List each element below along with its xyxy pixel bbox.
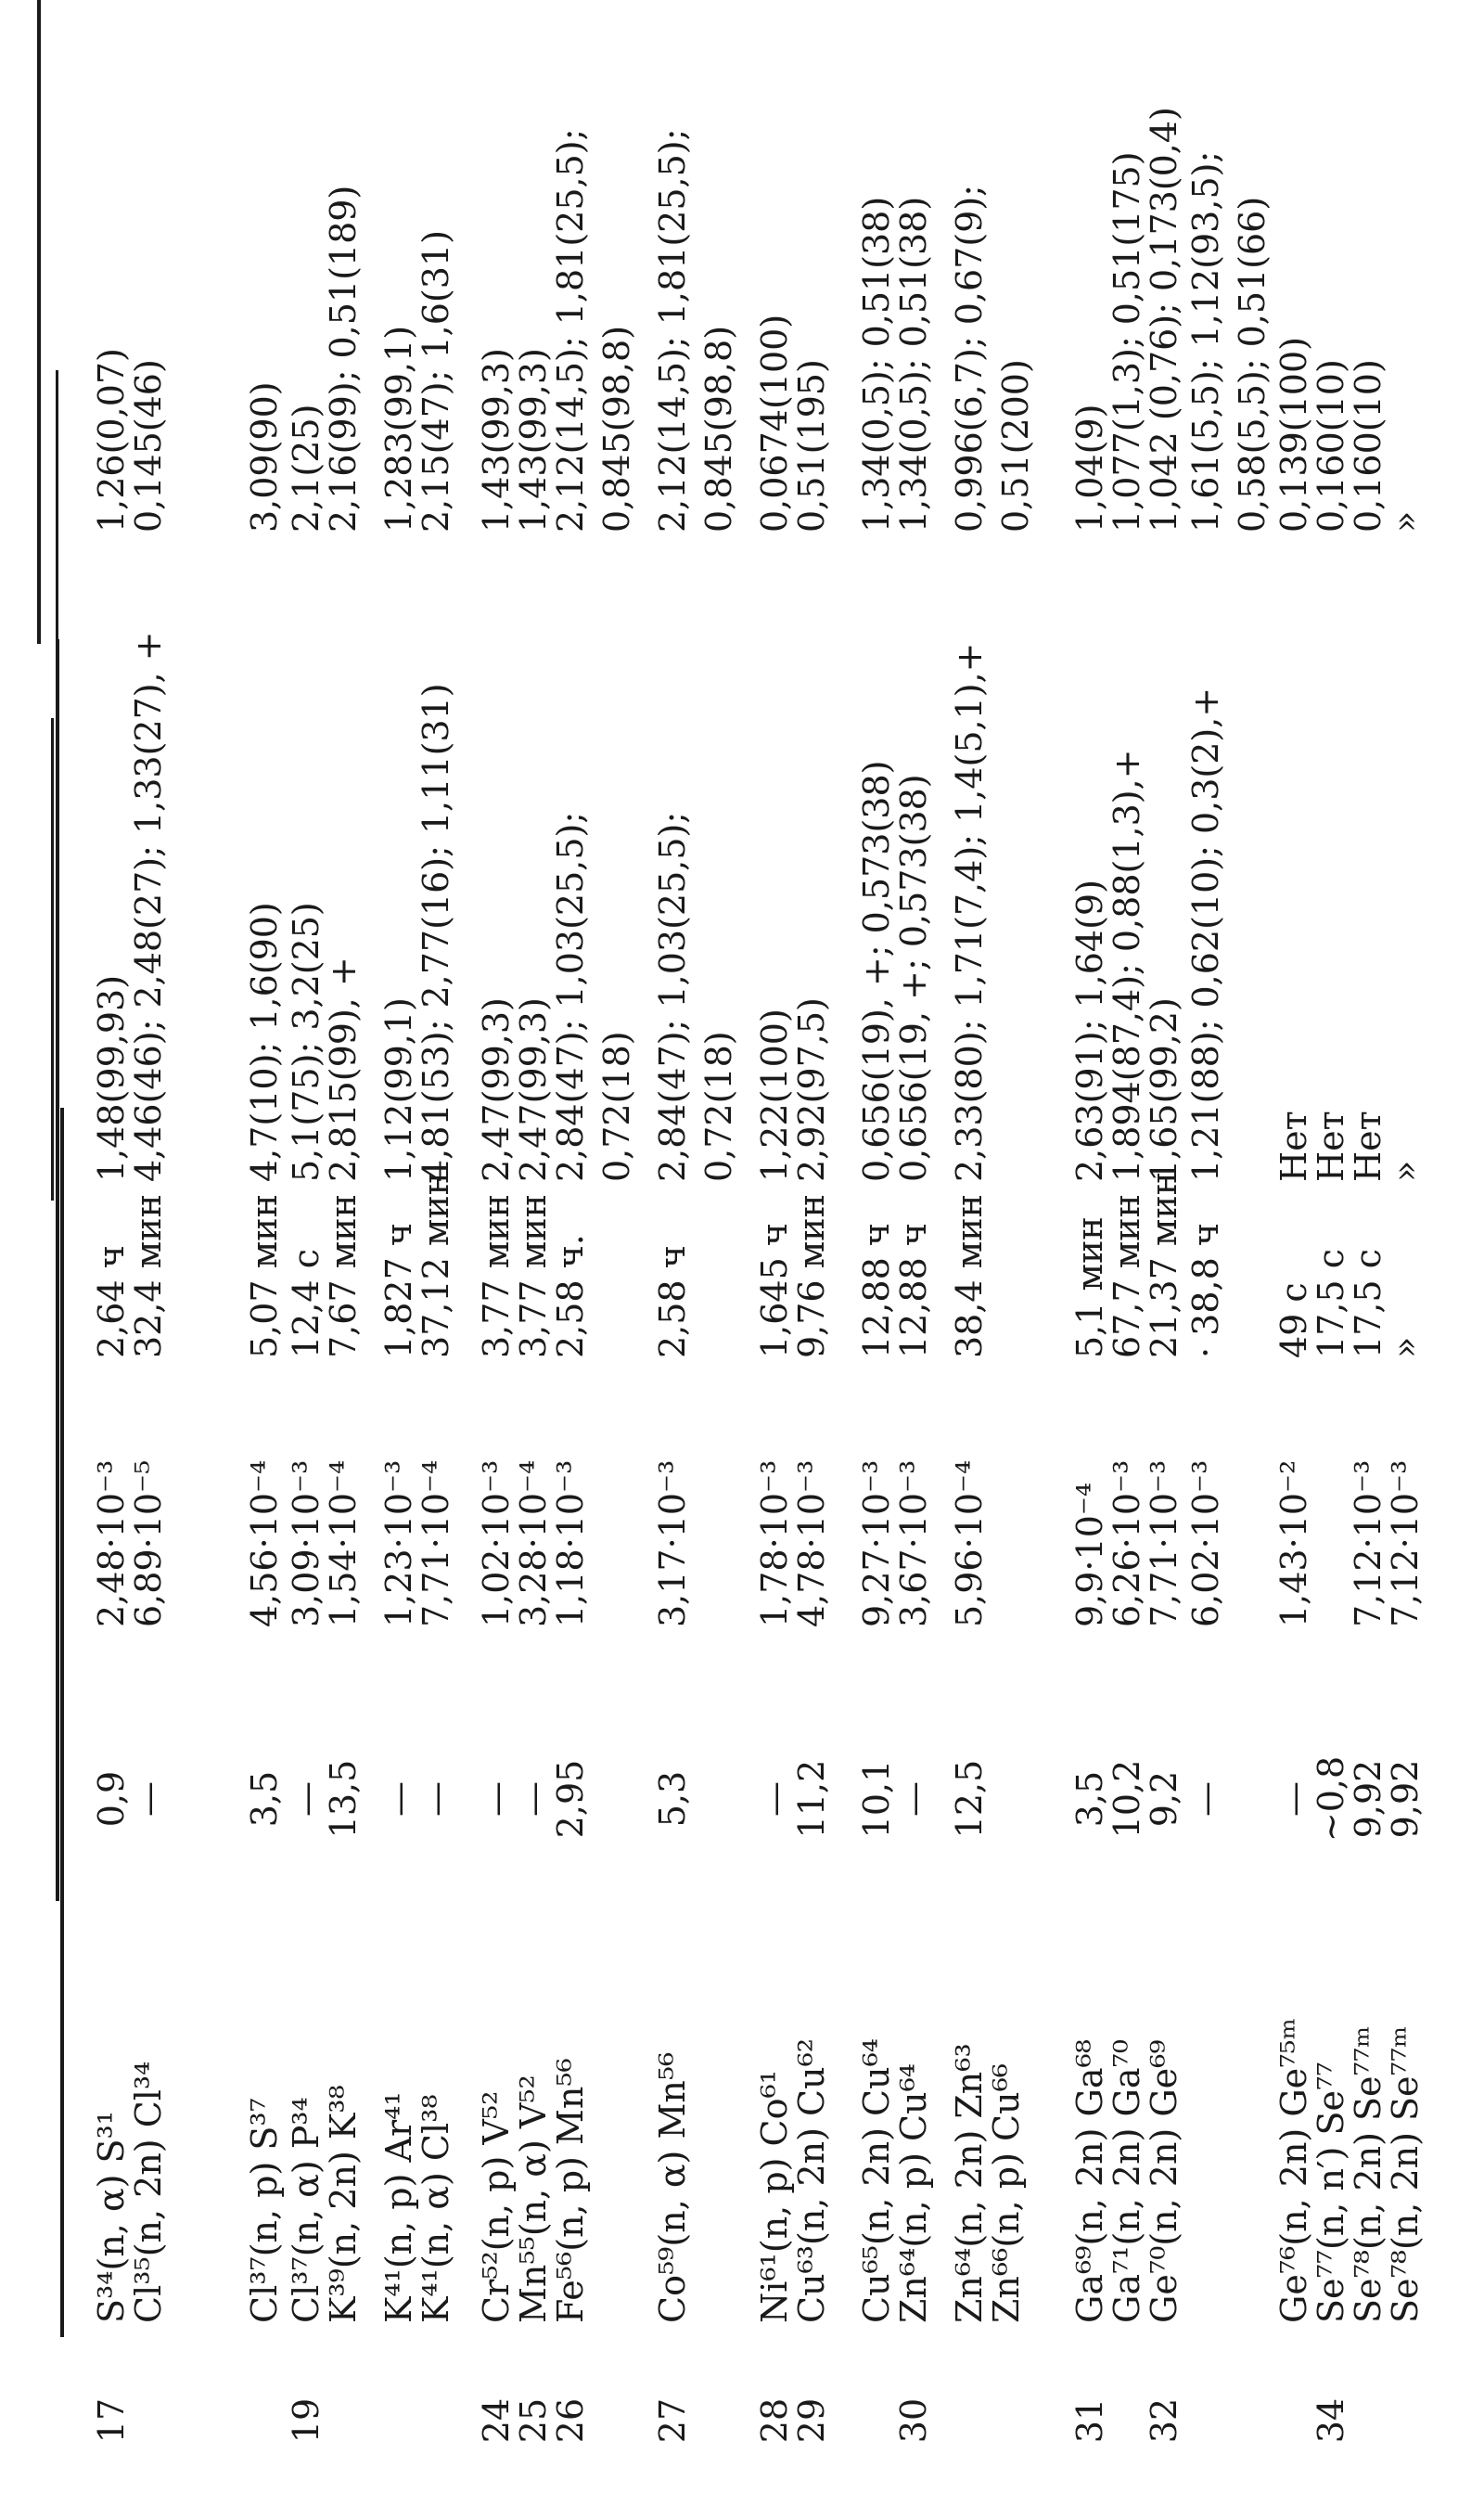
- gamma-energies-line: 1,283(99,1): [378, 325, 419, 533]
- reaction: Ge⁷⁶(n, 2n) Ge⁷⁵ᵐ: [1273, 2018, 1314, 2323]
- half-life: 3,77 мин: [513, 1194, 554, 1358]
- beta-energies: [413, 683, 459, 1182]
- half-life: · 38,8 ч: [1185, 1223, 1226, 1358]
- half-life: 49 с: [1273, 1282, 1314, 1358]
- threshold-energy: 9,92: [1348, 1759, 1388, 1839]
- reaction: Mn⁵⁵(n, α) V⁵²: [513, 2075, 554, 2323]
- cross-section: 9,27·10⁻³: [856, 1459, 897, 1627]
- gamma-energies: [1141, 107, 1187, 533]
- row-number: 19: [286, 2397, 326, 2444]
- gamma-energies-line: 1,04(9): [1069, 404, 1110, 533]
- gamma-energies-line: 0,58(5,5); 0,51(66): [1232, 196, 1273, 533]
- half-life: 38,4 мин: [949, 1194, 990, 1358]
- beta-energies-line: 4,7(10); 1,6(90): [244, 902, 285, 1182]
- cross-section: 7,12·10⁻³: [1385, 1459, 1426, 1627]
- half-life: 17,5 с: [1348, 1249, 1388, 1358]
- threshold-energy: 10,2: [1107, 1759, 1147, 1839]
- reaction: Fe⁵⁶(n, p) Mn⁵⁶: [550, 2058, 591, 2323]
- half-life: 1,827 ч: [378, 1223, 419, 1358]
- beta-energies-line: 2,63(91); 1,64(9): [1069, 880, 1110, 1182]
- gamma-energies-line: 2,12(14,5); 1,81(25,5);: [550, 128, 591, 533]
- gamma-energies-line: 0,51(200): [995, 359, 1036, 533]
- threshold-energy: —: [286, 1781, 326, 1817]
- threshold-energy: 9,2: [1144, 1770, 1184, 1828]
- reaction: Co⁵⁹(n, α) Mn⁵⁶: [652, 2051, 693, 2323]
- cross-section: 3,09·10⁻³: [286, 1459, 326, 1627]
- gamma-energies: [1345, 359, 1391, 533]
- threshold-energy: 13,5: [323, 1759, 364, 1839]
- half-life: 17,5 с: [1311, 1249, 1351, 1358]
- reaction: Se⁷⁸(n, 2n) Se⁷⁷ᵐ: [1348, 2025, 1388, 2323]
- half-life: 2,58 ч: [652, 1245, 693, 1358]
- beta-energies-line: 2,33(80); 1,71(7,4); 1,4(5,1),+: [949, 642, 990, 1182]
- beta-energies-line: 1,65(99,2): [1144, 997, 1184, 1182]
- beta-energies-line: 0,72(18): [698, 1031, 739, 1182]
- gamma-energies: [649, 129, 742, 533]
- reaction: K⁴¹(n, α) Cl³⁸: [416, 2094, 456, 2323]
- gamma-energies-line: 2,12(14,5); 1,81(25,5);: [652, 128, 693, 533]
- reaction: Cu⁶⁵(n, 2n) Cu⁶⁴: [856, 2037, 897, 2323]
- row-number: 32: [1144, 2397, 1184, 2444]
- gamma-energies-line: 1,43(99,3): [513, 348, 554, 533]
- gamma-energies-line: 2,16(99); 0,51(189): [323, 185, 364, 533]
- threshold-energy: 3,5: [244, 1770, 285, 1828]
- cross-section: 7,71·10⁻³: [1144, 1459, 1184, 1627]
- gamma-energies-line: 1,43(99,3): [476, 348, 517, 533]
- gamma-energies-line: 0,0674(100): [754, 314, 795, 533]
- beta-energies-line: 2,84(47); 1,03(25,5);: [652, 811, 693, 1182]
- half-life: 67,7 мин: [1107, 1194, 1147, 1358]
- half-life: 2,58 ч.: [550, 1234, 591, 1358]
- beta-energies-line: 4,46(46); 2,48(27); 1,33(27), +: [128, 631, 169, 1182]
- beta-energies-line: 0,656(19, +; 0,573(38): [893, 774, 934, 1182]
- threshold-energy: —: [476, 1781, 517, 1817]
- gamma-energies-line: 2,1(25): [286, 404, 326, 533]
- reaction: K⁴¹(n, p) Ar⁴¹: [378, 2091, 419, 2323]
- column-divider-5: [51, 718, 54, 1201]
- half-life: »: [1385, 1336, 1426, 1358]
- gamma-energies-line: »: [1385, 510, 1426, 533]
- half-life: 3,77 мин: [476, 1194, 517, 1358]
- gamma-energies: [1183, 151, 1275, 533]
- row-number: 26: [550, 2397, 591, 2444]
- threshold-energy: 3,5: [1069, 1770, 1110, 1828]
- beta-energies: [890, 774, 937, 1182]
- threshold-energy: ~0,8: [1311, 1755, 1351, 1843]
- beta-energies-line: 5,1(75); 3,2(25): [286, 902, 326, 1182]
- reaction: Cl³⁷(n, α) P³⁴: [286, 2097, 326, 2323]
- cross-section: 4,78·10⁻³: [791, 1459, 832, 1627]
- cross-section: 3,28·10⁻⁴: [513, 1459, 554, 1627]
- cross-section: 1,02·10⁻³: [476, 1459, 517, 1627]
- cross-section: 1,54·10⁻⁴: [323, 1459, 364, 1627]
- threshold-energy: 10,1: [856, 1759, 897, 1839]
- gamma-energies-line: 1,34(0,5); 0,51(38): [856, 196, 897, 533]
- cross-section: 3,67·10⁻³: [893, 1459, 934, 1627]
- threshold-energy: 0,9: [91, 1770, 132, 1828]
- beta-energies-line: 1,22(100): [754, 1008, 795, 1182]
- row-number: 24: [476, 2397, 517, 2444]
- reaction: Cu⁶³(n, 2n) Cu⁶²: [791, 2037, 832, 2323]
- half-life: 7,67 мин: [323, 1194, 364, 1358]
- beta-energies-line: 2,47(99,3): [513, 997, 554, 1182]
- beta-energies-line: Нет: [1348, 1111, 1388, 1182]
- cross-section: 7,12·10⁻³: [1348, 1459, 1388, 1627]
- half-life: 2,64 ч: [91, 1245, 132, 1358]
- reaction: Cl³⁵(n, 2n) Cl³⁴: [128, 2061, 169, 2323]
- threshold-energy: —: [754, 1781, 795, 1817]
- beta-energies: [1183, 687, 1229, 1182]
- beta-energies: [547, 812, 640, 1182]
- reaction: Ga⁷¹(n, 2n) Ga⁷⁰: [1107, 2039, 1147, 2323]
- reaction: Ni⁶¹(n, p) Co⁶¹: [754, 2070, 795, 2323]
- reaction: S³⁴(n, α) S³¹: [91, 2110, 132, 2323]
- cross-section: 1,43·10⁻²: [1273, 1459, 1314, 1627]
- threshold-energy: 2,95: [550, 1759, 591, 1839]
- threshold-energy: —: [378, 1781, 419, 1817]
- cross-section: 6,89·10⁻⁵: [128, 1459, 169, 1627]
- row-number: 25: [513, 2397, 554, 2444]
- threshold-energy: 5,3: [652, 1770, 693, 1828]
- gamma-energies-line: 0,139(100): [1273, 337, 1314, 533]
- threshold-energy: 9,92: [1385, 1759, 1426, 1839]
- half-life: 12,88 ч: [856, 1223, 897, 1358]
- threshold-energy: —: [128, 1781, 169, 1817]
- cross-section: 1,23·10⁻³: [378, 1459, 419, 1627]
- reaction: Cr⁵²(n, p) V⁵²: [476, 2090, 517, 2323]
- beta-energies-line: 0,72(18): [596, 1031, 637, 1182]
- reaction: Zn⁶⁶(n, p) Cu⁶⁶: [986, 2062, 1027, 2323]
- gamma-energies: [890, 197, 937, 533]
- threshold-energy: —: [1185, 1781, 1226, 1817]
- row-number: 34: [1311, 2397, 1351, 2444]
- gamma-energies-line: 0,845(98,8): [698, 325, 739, 533]
- gamma-energies: [413, 230, 459, 533]
- gamma-energies-line: 1,26(0,07): [91, 348, 132, 533]
- cross-section: 9,9·10⁻⁴: [1069, 1482, 1110, 1627]
- gamma-energies-line: 1,077(1,3); 0,51(175): [1107, 151, 1147, 533]
- half-life: 12,88 ч: [893, 1223, 934, 1358]
- half-life: 5,1 мин: [1069, 1216, 1110, 1358]
- column-divider-4: [56, 992, 58, 1400]
- gamma-energies-line: 0,51(195): [791, 359, 832, 533]
- cross-section: 1,78·10⁻³: [754, 1459, 795, 1627]
- reaction: Ga⁶⁹(n, 2n) Ga⁶⁸: [1069, 2039, 1110, 2323]
- beta-energies-line: 4,81(53); 2,77(16); 1,11(31): [416, 683, 456, 1182]
- row-number: 31: [1069, 2397, 1110, 2444]
- beta-energies-line: 1,894(87,4); 0,88(1,3),+: [1107, 749, 1147, 1182]
- gamma-energies-line: 1,34(0,5); 0,51(38): [893, 196, 934, 533]
- reaction: K³⁹(n, 2n) K³⁸: [323, 2085, 364, 2323]
- half-life: 9,76 мин: [791, 1194, 832, 1358]
- beta-energies: [320, 957, 366, 1182]
- reaction: Se⁷⁸(n, 2n) Se⁷⁷ᵐ: [1385, 2025, 1426, 2323]
- gamma-energies: [788, 359, 835, 533]
- gamma-energies-line: 3,09(90): [244, 381, 285, 533]
- reaction: Se⁷⁷(n, n′) Se⁷⁷: [1311, 2062, 1351, 2323]
- gamma-energies-line: 1,042 (0,76); 0,173(0,4): [1144, 107, 1184, 533]
- cross-section: 6,26·10⁻³: [1107, 1459, 1147, 1627]
- beta-energies: [1141, 997, 1187, 1182]
- cross-section: 5,96·10⁻⁴: [949, 1459, 990, 1627]
- threshold-energy: —: [1273, 1781, 1314, 1817]
- beta-energies-line: 2,47(99,3): [476, 997, 517, 1182]
- row-number: 17: [91, 2397, 132, 2444]
- gamma-energies: [241, 381, 288, 533]
- cross-section: 7,71·10⁻⁴: [416, 1459, 456, 1627]
- gamma-energies: [125, 359, 172, 533]
- beta-energies-line: Нет: [1273, 1111, 1314, 1182]
- beta-energies-line: 1,21(88); 0,62(10); 0,3(2),+: [1185, 687, 1226, 1182]
- gamma-energies: [320, 186, 366, 533]
- row-number: 27: [652, 2397, 693, 2444]
- column-divider-6: [37, 0, 41, 644]
- threshold-energy: —: [893, 1781, 934, 1817]
- threshold-energy: —: [513, 1781, 554, 1817]
- half-life: 37,12 мин: [416, 1171, 456, 1358]
- row-number: 28: [754, 2397, 795, 2444]
- cross-section: 3,17·10⁻³: [652, 1459, 693, 1627]
- reaction: Ge⁷⁰(n, 2n) Ge⁶⁹: [1144, 2039, 1184, 2323]
- beta-energies-line: 1,48(99,93): [91, 974, 132, 1182]
- beta-energies-line: 0,656(19), +; 0,573(38): [856, 760, 897, 1182]
- threshold-energy: 12,5: [949, 1759, 990, 1839]
- half-life: 21,37 мин: [1144, 1171, 1184, 1358]
- beta-energies: [788, 997, 835, 1182]
- half-life: 12,4 с: [286, 1249, 326, 1358]
- half-life: 1,645 ч: [754, 1223, 795, 1358]
- beta-energies-line: 2,815(99), +: [323, 957, 364, 1182]
- beta-energies: [125, 631, 172, 1182]
- gamma-energies: [547, 129, 640, 533]
- beta-energies-line: Нет: [1311, 1111, 1351, 1182]
- cross-section: 1,18·10⁻³: [550, 1459, 591, 1627]
- gamma-energies-line: 0,845(98,8): [596, 325, 637, 533]
- beta-energies: [241, 902, 288, 1182]
- gamma-energies: [946, 185, 1039, 533]
- column-divider-1: [60, 1108, 64, 2337]
- reaction: Cl³⁷(n, p) S³⁷: [244, 2098, 285, 2323]
- row-number: 30: [893, 2397, 934, 2444]
- half-life: 32,4 мин: [128, 1194, 169, 1358]
- beta-energies-line: »: [1385, 1160, 1426, 1182]
- beta-energies-line: 2,84(47); 1,03(25,5);: [550, 811, 591, 1182]
- beta-energies-line: 1,12(99,1): [378, 997, 419, 1182]
- beta-energies: [1382, 1161, 1428, 1182]
- threshold-energy: —: [416, 1781, 456, 1817]
- gamma-energies-line: 2,15(47); 1,6(31): [416, 230, 456, 533]
- gamma-energies-line: 0,160(10): [1311, 359, 1351, 533]
- gamma-energies-line: 0,160(10): [1348, 359, 1388, 533]
- cross-section: 6,02·10⁻³: [1185, 1459, 1226, 1627]
- threshold-energy: 11,2: [791, 1759, 832, 1839]
- cross-section: 2,48·10⁻³: [91, 1459, 132, 1627]
- gamma-energies-line: 1,61(5,5); 1,12(93,5);: [1185, 150, 1226, 533]
- beta-energies: [649, 812, 742, 1182]
- gamma-energies-line: 0,996(6,7); 0,67(9);: [949, 185, 990, 533]
- gamma-energies: [1382, 511, 1428, 533]
- reaction: Zn⁶⁴(n, 2n) Zn⁶³: [949, 2043, 990, 2323]
- beta-energies-line: 2,92(97,5): [791, 997, 832, 1182]
- half-life: 5,07 мин: [244, 1194, 285, 1358]
- reaction: Zn⁶⁴(n, p) Cu⁶⁴: [893, 2062, 934, 2323]
- cross-section: 4,56·10⁻⁴: [244, 1459, 285, 1627]
- row-number: 29: [791, 2397, 832, 2444]
- beta-energies: [946, 642, 992, 1182]
- gamma-energies-line: 0,145(46): [128, 359, 169, 533]
